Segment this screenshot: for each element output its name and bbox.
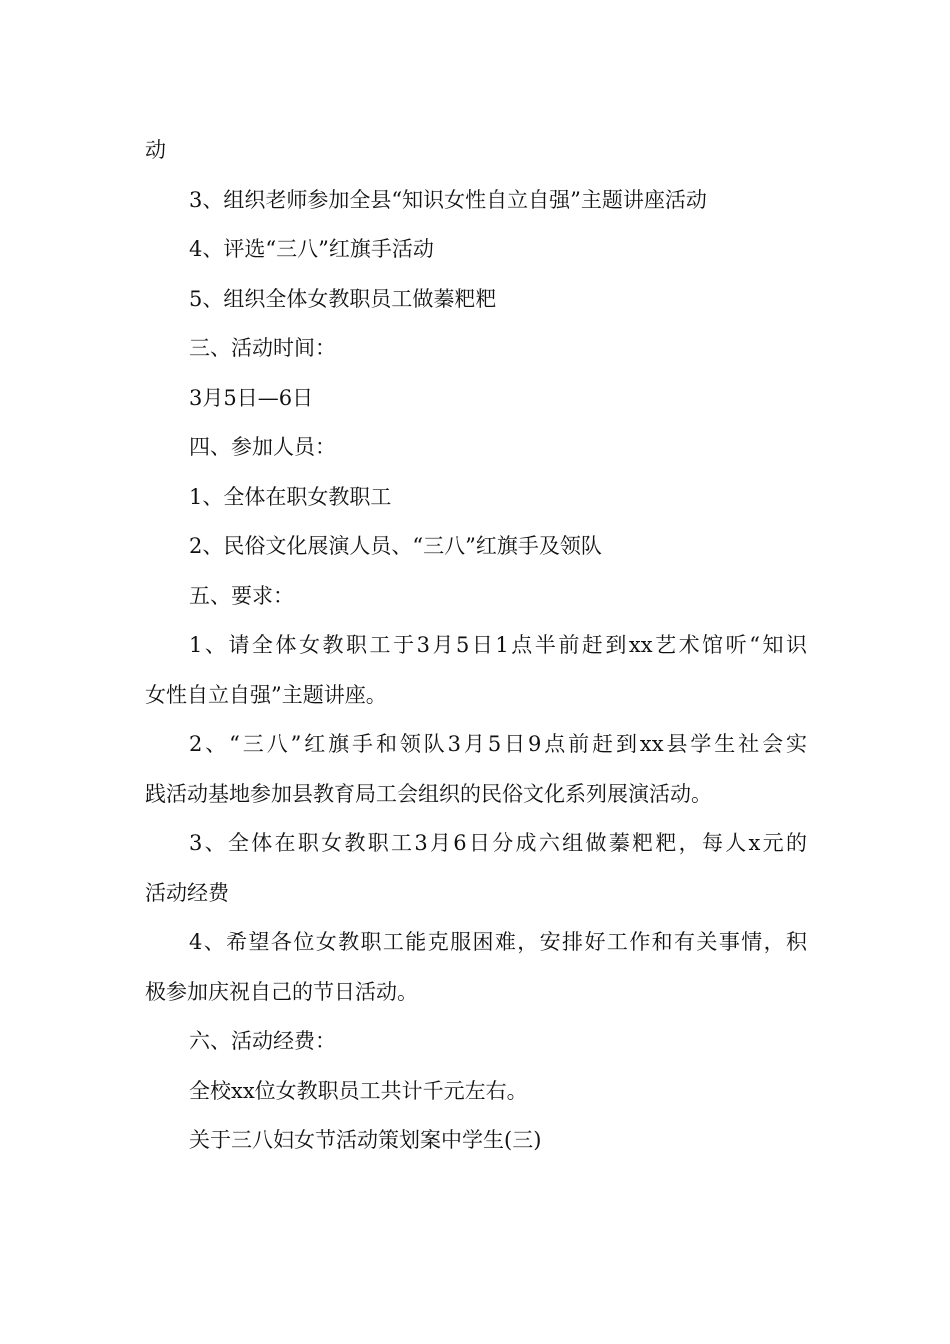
budget-text: 全校xx位女教职员工共计千元左右。 xyxy=(189,1078,528,1103)
participant-item-2: 2、民俗文化展演人员、“三八”红旗手及领队 xyxy=(189,534,602,558)
requirement-3-line-2: 活动经费 xyxy=(145,880,229,905)
section-heading-participants: 四、参加人员： xyxy=(189,435,336,459)
document-body xyxy=(145,126,807,1166)
requirement-2-line-2: 践活动基地参加县教育局工会组织的民俗文化系列展演活动。 xyxy=(145,781,712,806)
requirement-3-line-1: 3、全体在职女教职工3月6日分成六组做蓁粑粑，每人x元的 xyxy=(189,831,807,855)
list-item-4-selection: 4、评选“三八”红旗手活动 xyxy=(189,237,434,261)
event-date: 3月5日—6日 xyxy=(189,385,314,410)
requirement-1-line-2: 女性自立自强”主题讲座。 xyxy=(145,682,387,707)
list-item-5-cooking: 5、组织全体女教职员工做蓁粑粑 xyxy=(189,286,497,311)
list-item-3-lecture: 3、组织老师参加全县“知识女性自立自强”主题讲座活动 xyxy=(189,187,707,212)
requirement-4-line-1: 4、希望各位女教职工能克服困难，安排好工作和有关事情，积 xyxy=(189,930,807,954)
requirement-1-line-1: 1、请全体女教职工于3月5日1点半前赶到xx艺术馆听“知识 xyxy=(189,633,807,657)
next-section-title: 关于三八妇女节活动策划案中学生(三) xyxy=(189,1128,542,1152)
requirement-4-line-2: 极参加庆祝自己的节日活动。 xyxy=(145,979,418,1004)
section-heading-requirements: 五、要求： xyxy=(189,583,294,608)
text-line-continuation: 动 xyxy=(145,138,166,162)
section-heading-budget: 六、活动经费： xyxy=(189,1029,336,1053)
participant-item-1: 1、全体在职女教职工 xyxy=(189,484,392,509)
section-heading-time: 三、活动时间： xyxy=(189,336,336,360)
requirement-2-line-1: 2、“三八”红旗手和领队3月5日9点前赶到xx县学生社会实 xyxy=(189,732,807,756)
